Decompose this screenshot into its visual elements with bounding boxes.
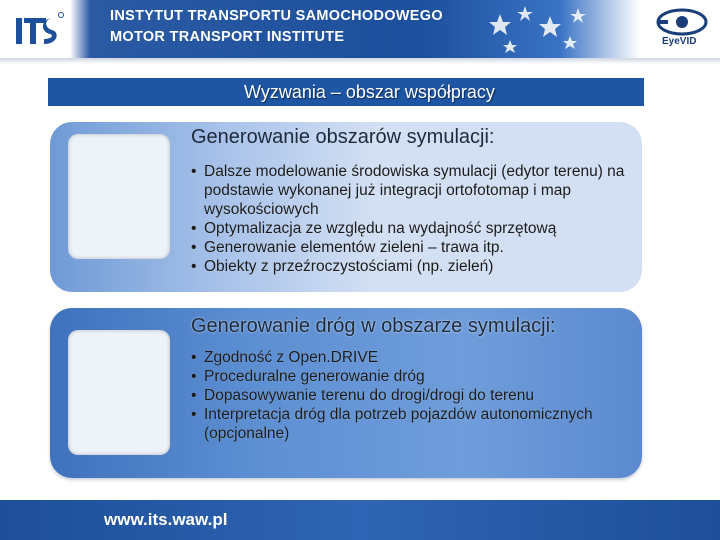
bullet-icon: • — [191, 368, 197, 385]
header-banner — [0, 0, 720, 58]
bullet-icon: • — [191, 258, 197, 275]
panel-heading: Generowanie dróg w obszarze symulacji: — [191, 315, 556, 337]
panel-road-generation — [50, 308, 642, 478]
eyevid-logo-text: EyeVID — [662, 36, 697, 47]
list-item: • Obiekty z przeźroczystościami (np. zieleń) — [191, 258, 494, 275]
its-logo-icon — [14, 10, 64, 48]
bullet-icon: • — [191, 163, 197, 180]
eu-stars-icon — [480, 2, 610, 56]
title-bar — [48, 78, 644, 106]
bullet-icon: • — [191, 239, 197, 256]
list-item: • Dalsze modelowanie środowiska symulacji (edytor terenu) na podstawie wykonanej już integracji ortofotomap i map wysokościowych — [191, 163, 625, 218]
bullet-icon: • — [191, 220, 197, 237]
footer-bar — [0, 500, 720, 540]
bullet-list — [191, 348, 631, 443]
slide-title: Wyzwania – obszar współpracy — [244, 82, 495, 102]
list-item: • Interpretacja dróg dla potrzeb pojazdów autonomicznych (opcjonalne) — [191, 406, 593, 442]
bullet-icon: • — [191, 387, 197, 404]
institute-name-en: MOTOR TRANSPORT INSTITUTE — [110, 29, 345, 45]
panel-simulation-areas — [50, 122, 642, 292]
institute-name-pl: INSTYTUT TRANSPORTU SAMOCHODOWEGO — [110, 8, 443, 24]
bullet-list — [191, 162, 631, 276]
list-item: • Optymalizacja ze względu na wydajność sprzętową — [191, 220, 557, 237]
list-item: • Generowanie elementów zieleni – trawa itp. — [191, 239, 504, 256]
header-shadow — [0, 58, 720, 64]
bullet-icon: • — [191, 406, 197, 423]
panel-image-placeholder — [68, 330, 170, 455]
panel-heading: Generowanie obszarów symulacji: — [191, 126, 495, 148]
list-item: • Proceduralne generowanie dróg — [191, 368, 425, 385]
list-item: • Dopasowywanie terenu do drogi/drogi do terenu — [191, 387, 535, 404]
panel-image-placeholder — [68, 134, 170, 259]
bullet-icon: • — [191, 349, 197, 366]
footer-url: www.its.waw.pl — [104, 510, 228, 529]
list-item: • Zgodność z Open.DRIVE — [191, 349, 379, 366]
